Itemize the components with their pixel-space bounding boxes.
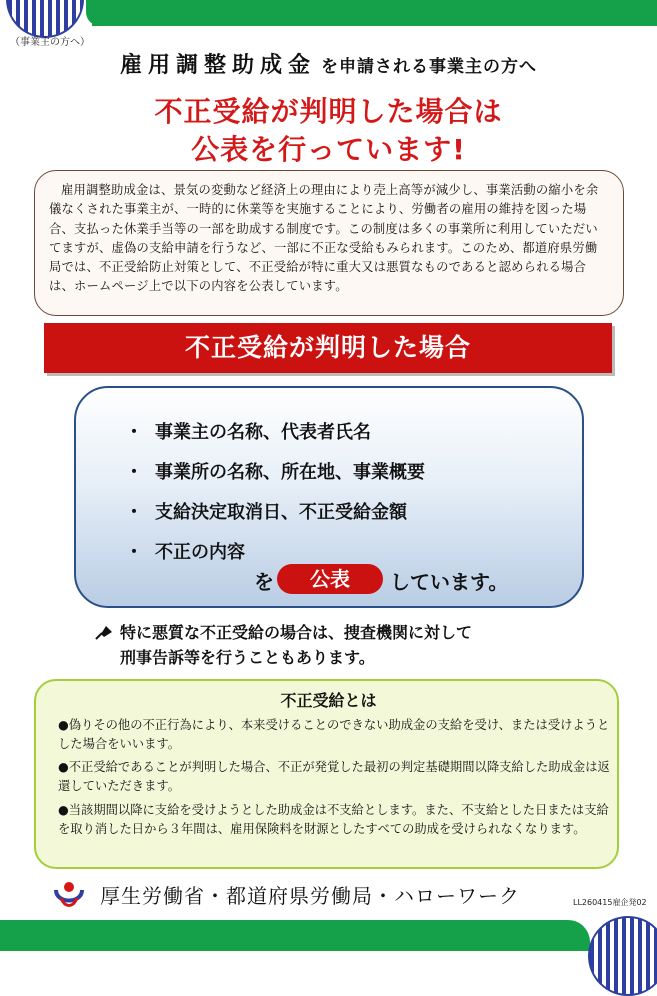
published-item-text: 事業主の名称、代表者氏名: [155, 422, 371, 443]
bullet-icon: ・: [125, 422, 143, 443]
bottom-striped-circle: [588, 916, 657, 996]
published-item: [125, 538, 245, 564]
bullet-icon: ・: [125, 462, 143, 483]
bottom-green-band: [0, 920, 590, 951]
ministry-logo-icon: [52, 878, 86, 910]
headline-line-2: 公表を行っています!: [191, 133, 466, 166]
bullet-icon: ・: [125, 502, 143, 523]
subsidy-suffix: を申請される事業主の方へ: [321, 57, 538, 77]
notice-line-1: 特に悪質な不正受給の場合は、捜査機関に対して: [120, 623, 473, 642]
definition-item: ●不正受給であることが判明した場合、不正が発覚した最初の判定基礎期間以降支給した助成金は返還していただきます。: [58, 760, 610, 793]
publish-particle: を: [254, 570, 274, 594]
published-item-text: 支給決定取消日、不正受給金額: [155, 502, 407, 523]
publish-highlight-badge: 公表: [277, 564, 383, 594]
published-item: [125, 498, 407, 524]
intro-text: 雇用調整助成金は、景気の変動など経済上の理由により売上高等が減少し、事業活動の縮小を余儀なくされた事業主が、一時的に休業等を実施することにより、労働者の雇用の維持を図った場合、支払った休業手当等の一部を助成する制度です。この制度は多くの事業所に利用していただいてますが、虚偽の支給申請を行うなど、一部に不正な受給もみられます。このため、都道府県労働局では、不正受給防止対策として、不正受給が特に重大又は悪質なものであると認められる場合は、ホームページ上で以下の内容を公表しています。: [34, 170, 624, 316]
definition-title: 不正受給とは: [280, 691, 377, 710]
definition-item: ●偽りその他の不正行為により、本来受けることのできない助成金の支給を受け、または受けようとした場合をいいます。: [58, 718, 610, 751]
definition-item: ●当該期間以降に支給を受けようとした助成金は不支給とします。また、不支給とした日または支給を取り消した日から３年間は、雇用保険料を財源としたすべての助成を受けられなくなります。: [58, 803, 609, 836]
subsidy-name: 雇用調整助成金: [119, 53, 316, 78]
published-item: [125, 458, 425, 484]
bullet-icon: ・: [125, 542, 143, 563]
headline-line-1: 不正受給が判明した場合は: [154, 95, 503, 128]
notice-line-2: 刑事告訴等を行うこともあります。: [120, 648, 375, 667]
section-banner: 不正受給が判明した場合: [44, 323, 612, 373]
published-item: [125, 418, 371, 444]
criminal-notice: [90, 620, 472, 670]
document-code: LL260415雇企発02: [573, 898, 647, 907]
top-green-band: [92, 0, 657, 26]
publish-suffix: しています。: [390, 570, 509, 594]
audience-label: （事業主の方へ）: [10, 37, 90, 48]
issuer-name: 厚生労働省・都道府県労働局・ハローワーク: [100, 884, 520, 908]
published-item-text: 不正の内容: [155, 542, 245, 563]
published-item-text: 事業所の名称、所在地、事業概要: [155, 462, 425, 483]
page-header: [0, 48, 657, 79]
